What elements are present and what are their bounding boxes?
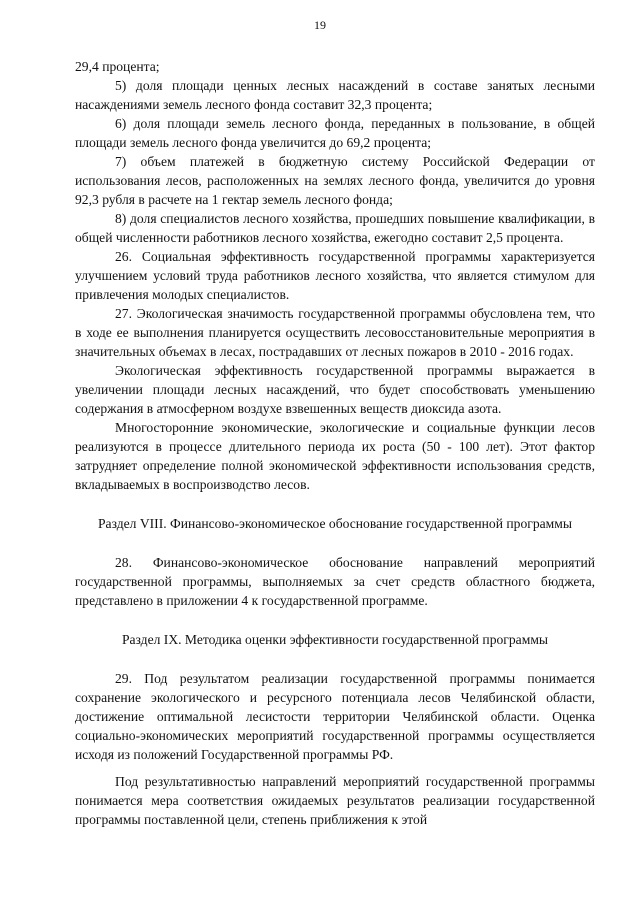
paragraph: 29. Под результатом реализации государственной программы понимается сохранение экологического и ресурсного потенциала лесов Челябинской области, достижение оптимальной лесистости территории Челябинской области. Оценка социально-экономических мероприятий государственной программы осуществляется исходя из положений Государственной программы РФ.	[75, 671, 595, 762]
paragraph: 6) доля площади земель лесного фонда, переданных в пользование, в общей площади земель лесного фонда увеличится до 69,2 процента;	[75, 116, 595, 150]
paragraph: 26. Социальная эффективность государственной программы характеризуется улучшением условий труда работников лесного хозяйства, что является стимулом для привлечения молодых специалистов.	[75, 249, 595, 302]
paragraph: 7) объем платежей в бюджетную систему Российской Федерации от использования лесов, расположенных на землях лесного фонда, увеличится до уровня 92,3 рубля в расчете на 1 гектар земель лесного фонда;	[75, 154, 595, 207]
paragraph: 8) доля специалистов лесного хозяйства, прошедших повышение квалификации, в общей численности работников лесного хозяйства, ежегодно составит 2,5 процента.	[75, 211, 595, 245]
paragraph: 28. Финансово-экономическое обоснование направлений мероприятий государственной программы, выполняемых за счет средств областного бюджета, представлено в приложении 4 к государственной программе.	[75, 555, 595, 608]
section-heading: Раздел VIII. Финансово-экономическое обоснование государственной программы	[97, 516, 572, 531]
paragraph: Экологическая эффективность государственной программы выражается в увеличении площади лесных насаждений, что будет способствовать уменьшению содержания в атмосферном воздухе взвешенных веществ диоксида азота.	[75, 363, 595, 416]
document-body	[75, 57, 595, 829]
paragraph: 29,4 процента;	[75, 59, 160, 74]
paragraph: Под результативностью направлений мероприятий государственной программы понимается мера соответствия ожидаемых результатов реализации государственной программы поставленной цели, степень приближения к этой	[75, 774, 595, 827]
paragraph: 27. Экологическая значимость государственной программы обусловлена тем, что в ходе ее выполнения планируется осуществить лесовосстановительные мероприятия в значительных объемах в лесах, пострадавших от лесных пожаров в 2010 - 2016 годах.	[75, 306, 595, 359]
page-number: 19	[314, 18, 326, 32]
paragraph: Многосторонние экономические, экологические и социальные функции лесов реализуются в процессе длительного периода их роста (50 - 100 лет). Этот фактор затрудняет определение полной экономической эффективности использования средств, вкладываемых в воспроизводство лесов.	[75, 420, 595, 492]
paragraph: 5) доля площади ценных лесных насаждений в составе занятых лесными насаждениями земель лесного фонда составит 32,3 процента;	[75, 78, 595, 112]
section-heading: Раздел IX. Методика оценки эффективности государственной программы	[121, 632, 549, 647]
